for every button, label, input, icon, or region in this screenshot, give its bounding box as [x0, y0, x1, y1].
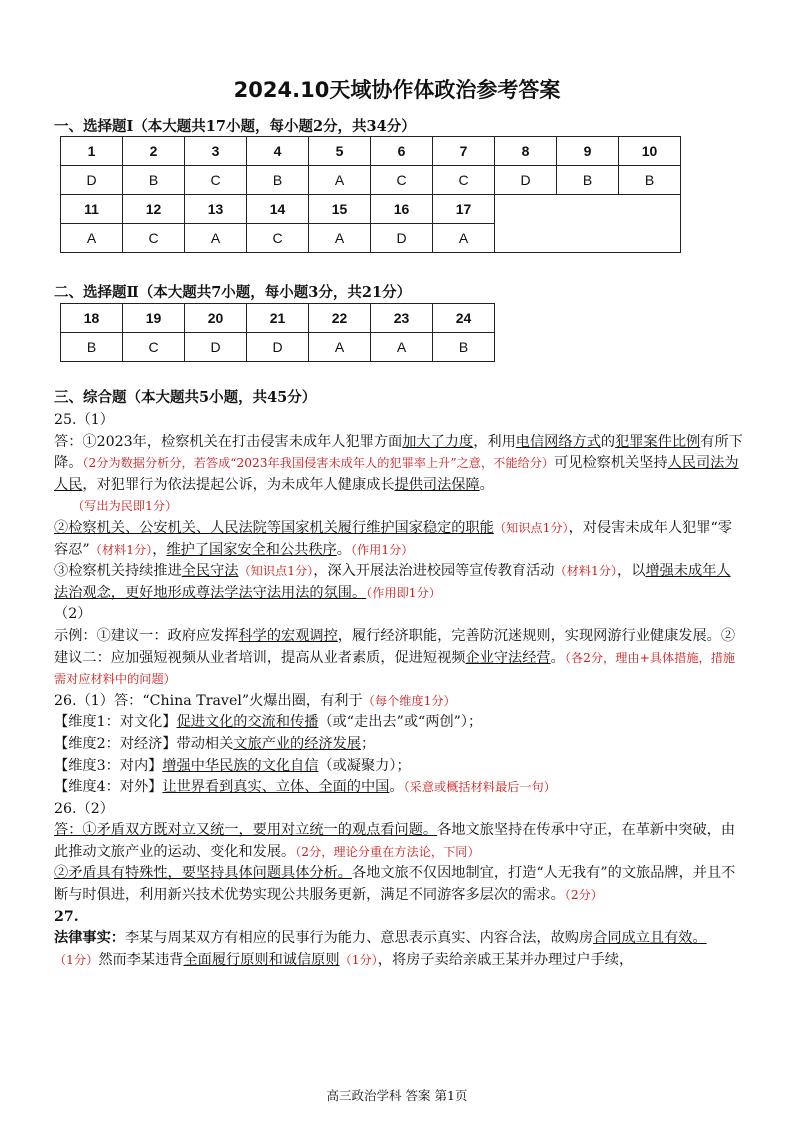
q-num: 16 [371, 195, 433, 224]
q-answer: A [309, 333, 371, 362]
key-point: 增强中华民族的文化自信 [162, 757, 319, 774]
key-point: 答：①矛盾双方既对立又统一，要用对立统一的观点看问题。 [54, 822, 438, 839]
q25-answer-1 [54, 432, 744, 518]
q-answer: C [123, 224, 185, 253]
text: 可见检察机关坚持 [554, 455, 668, 472]
q26-2-answer-2 [54, 863, 744, 906]
text: ； [360, 735, 376, 752]
text: ，对犯罪行为依法提起公诉，为未成年人健康成长 [82, 476, 395, 493]
q-answer: D [371, 224, 433, 253]
q-answer: D [185, 333, 247, 362]
scoring-note: （2分） [564, 888, 603, 903]
table-row [61, 304, 495, 333]
q-num: 21 [247, 304, 309, 333]
q-answer: D [61, 166, 123, 195]
text: 。 [336, 541, 351, 558]
text: 答：①2023年，检察机关在打击侵害未成年人犯罪方面 [54, 433, 403, 450]
q-answer: B [433, 333, 495, 362]
q-num: 12 [123, 195, 185, 224]
section3-body [54, 410, 744, 971]
q25-answer-3 [54, 561, 744, 604]
q26-dimension-2 [54, 734, 744, 756]
section1-heading: 一、选择题Ⅰ（本大题共17小题，每小题2分，共34分） [54, 118, 416, 135]
text: ，以 [617, 563, 646, 580]
text: 。 [479, 476, 494, 493]
text: ，深入开展法治进校园等宣传教育活动 [313, 563, 555, 580]
q-answer: B [557, 166, 619, 195]
text: 【维度3：对内】 [54, 757, 163, 774]
q26-dimension-1 [54, 712, 744, 734]
text: ，履行经济职能，完善防沉迷规则，实现网游行业健康发展。②建议二：应加强短视频从业者培训，提高从业者素质，促进短视频 [54, 627, 736, 666]
text: ， [152, 541, 167, 558]
q-answer: C [123, 333, 185, 362]
q26-dimension-3 [54, 756, 744, 778]
key-point: 提供司法保障 [394, 476, 480, 493]
text: （或凝聚力）； [318, 757, 411, 774]
text: 【维度1：对文化】 [54, 714, 177, 731]
q-num: 10 [619, 137, 681, 166]
q-num: 24 [433, 304, 495, 333]
key-point: 维护了国家安全和公共秩序 [166, 541, 337, 558]
scoring-note: （1分） [54, 952, 99, 967]
scoring-note: （知识点1分） [493, 520, 569, 535]
scoring-note: （2分为数据分析分，若答成“2023年我国侵害未成年人的犯罪率上升”之意，不能给分） [82, 456, 555, 471]
text: 法律事实： [54, 930, 125, 947]
q-answer: B [247, 166, 309, 195]
q27-label: 27. [54, 908, 79, 925]
text: 各地文旅坚持在传承中守正，在革新中突破，由此推动文旅产业的运动、变化和发展。 [54, 822, 736, 860]
section3-heading: 三、综合题（本大题共5小题，共45分） [54, 389, 317, 406]
q-answer: C [185, 166, 247, 195]
table-row [61, 195, 681, 224]
scoring-note: （2分，理论分重在方法论，下同） [295, 844, 480, 859]
text: 。 [389, 779, 404, 796]
q-answer: A [61, 224, 123, 253]
page-footer: 高三政治学科 答案 第1页 [326, 1088, 468, 1103]
q-answer: C [247, 224, 309, 253]
q-answer: B [619, 166, 681, 195]
q26-2-label: 26.（2） [54, 800, 114, 817]
text: 有所下降。 [54, 433, 743, 472]
q-num: 23 [371, 304, 433, 333]
text: 【维度4：对外】 [54, 779, 163, 796]
q25-label: 25.（1） [54, 412, 114, 428]
q-num: 2 [123, 137, 185, 166]
scoring-note: （作用即1分） [366, 585, 441, 600]
scoring-note: （知识点1分） [238, 564, 314, 579]
text: ，利用 [473, 433, 516, 450]
scoring-note: （写出为民即1分） [72, 499, 178, 514]
q25-answer-2 [54, 518, 744, 561]
q-num: 22 [309, 304, 371, 333]
text: ③检察机关持续推进 [54, 563, 182, 580]
q-num: 9 [557, 137, 619, 166]
q-num: 6 [371, 137, 433, 166]
key-point: 增强未成年人法治观念，更好地形成尊法学法守法用法的氛围。 [54, 563, 731, 601]
scoring-note: （1分） [339, 952, 378, 967]
text: 。 [550, 649, 565, 666]
q-num: 8 [495, 137, 557, 166]
scoring-note: （材料1分） [554, 564, 618, 579]
q-num: 4 [247, 137, 309, 166]
q25-2-answer [54, 626, 744, 691]
scoring-note: （各2分，理由+具体措施，措施需对应材料中的问题） [54, 650, 736, 687]
q-answer: D [247, 333, 309, 362]
q-answer: A [185, 224, 247, 253]
q-num: 7 [433, 137, 495, 166]
key-point: 全面履行原则和诚信原则 [183, 951, 340, 968]
q-num: 15 [309, 195, 371, 224]
table-row [61, 137, 681, 166]
text: 26.（1）答：“China Travel”火爆出圈，有利于 [54, 692, 363, 709]
q-num: 11 [61, 195, 123, 224]
q26-1-line [54, 691, 744, 713]
text: 李某与周某双方有相应的民事行为能力、意思表示真实、内容合法，故购房 [124, 930, 594, 947]
table-row [61, 166, 681, 195]
text: 的 [600, 433, 616, 450]
q-answer: C [433, 166, 495, 195]
q-answer: D [495, 166, 557, 195]
text: ，对侵害未成年人犯罪“零容忍” [54, 519, 732, 558]
q-num: 19 [123, 304, 185, 333]
q-num: 5 [309, 137, 371, 166]
key-point: 人民司法为人民 [54, 455, 739, 493]
q-answer: A [371, 333, 433, 362]
q-num: 20 [185, 304, 247, 333]
scoring-note: （材料1分） [89, 542, 153, 557]
q26-dimension-4 [54, 777, 744, 799]
key-point: 让世界看到真实、立体、全面的中国 [162, 779, 390, 796]
key-point: 促进文化的交流和传播 [176, 714, 319, 731]
text: 示例：①建议一：政府应发挥 [54, 627, 239, 644]
q-answer: A [433, 224, 495, 253]
key-point: 文旅产业的经济发展 [233, 735, 361, 752]
q-num: 14 [247, 195, 309, 224]
q-answer: C [371, 166, 433, 195]
q-num: 18 [61, 304, 123, 333]
text: 【维度2：对经济】带动相关 [54, 735, 234, 752]
section1-table [60, 136, 681, 253]
key-point: 犯罪案件比例 [615, 433, 701, 450]
page-title: 2024.10天域协作体政治参考答案 [233, 78, 561, 102]
text: ，将房子卖给亲戚王某并办理过户手续， [377, 951, 634, 968]
table-row [61, 333, 495, 362]
scoring-note: （作用1分） [350, 542, 414, 557]
q27-answer [54, 928, 744, 971]
q-answer: A [309, 166, 371, 195]
q-num: 17 [433, 195, 495, 224]
key-point: ②矛盾具有特殊性，要坚持具体问题具体分析。 [54, 865, 352, 882]
text: 然而李某违背 [98, 951, 184, 968]
key-point: 全民守法 [181, 563, 239, 580]
q-num: 13 [185, 195, 247, 224]
q-num: 3 [185, 137, 247, 166]
key-point: 加大了力度 [402, 433, 474, 450]
key-point: 企业守法经营 [465, 649, 551, 666]
scoring-note: （每个维度1分） [362, 693, 456, 708]
key-point: 电信网络方式 [515, 433, 601, 450]
q-answer: A [309, 224, 371, 253]
empty-cell [495, 195, 681, 253]
q25-2-label: （2） [54, 606, 92, 623]
section2-heading: 二、选择题Ⅱ（本大题共7小题，每小题3分，共21分） [54, 284, 412, 301]
q-answer: B [61, 333, 123, 362]
section2-table [60, 303, 495, 362]
scoring-note: （采意或概括材料最后一句） [403, 780, 556, 795]
q-num: 1 [61, 137, 123, 166]
q26-2-answer-1 [54, 820, 744, 863]
key-point: 合同成立且有效。 [593, 930, 707, 947]
q-answer: B [123, 166, 185, 195]
key-point: ②检察机关、公安机关、人民法院等国家机关履行维护国家稳定的职能 [54, 519, 494, 536]
key-point: 科学的宏观调控 [238, 627, 338, 644]
text: （或“走出去”或“两创”）； [318, 714, 483, 731]
text: 各地文旅不仅因地制宜，打造“人无我有”的文旅品牌，并且不断与时俱进，利用新兴技术优势实现公共服务更新，满足不同游客多层次的需求。 [54, 865, 736, 904]
